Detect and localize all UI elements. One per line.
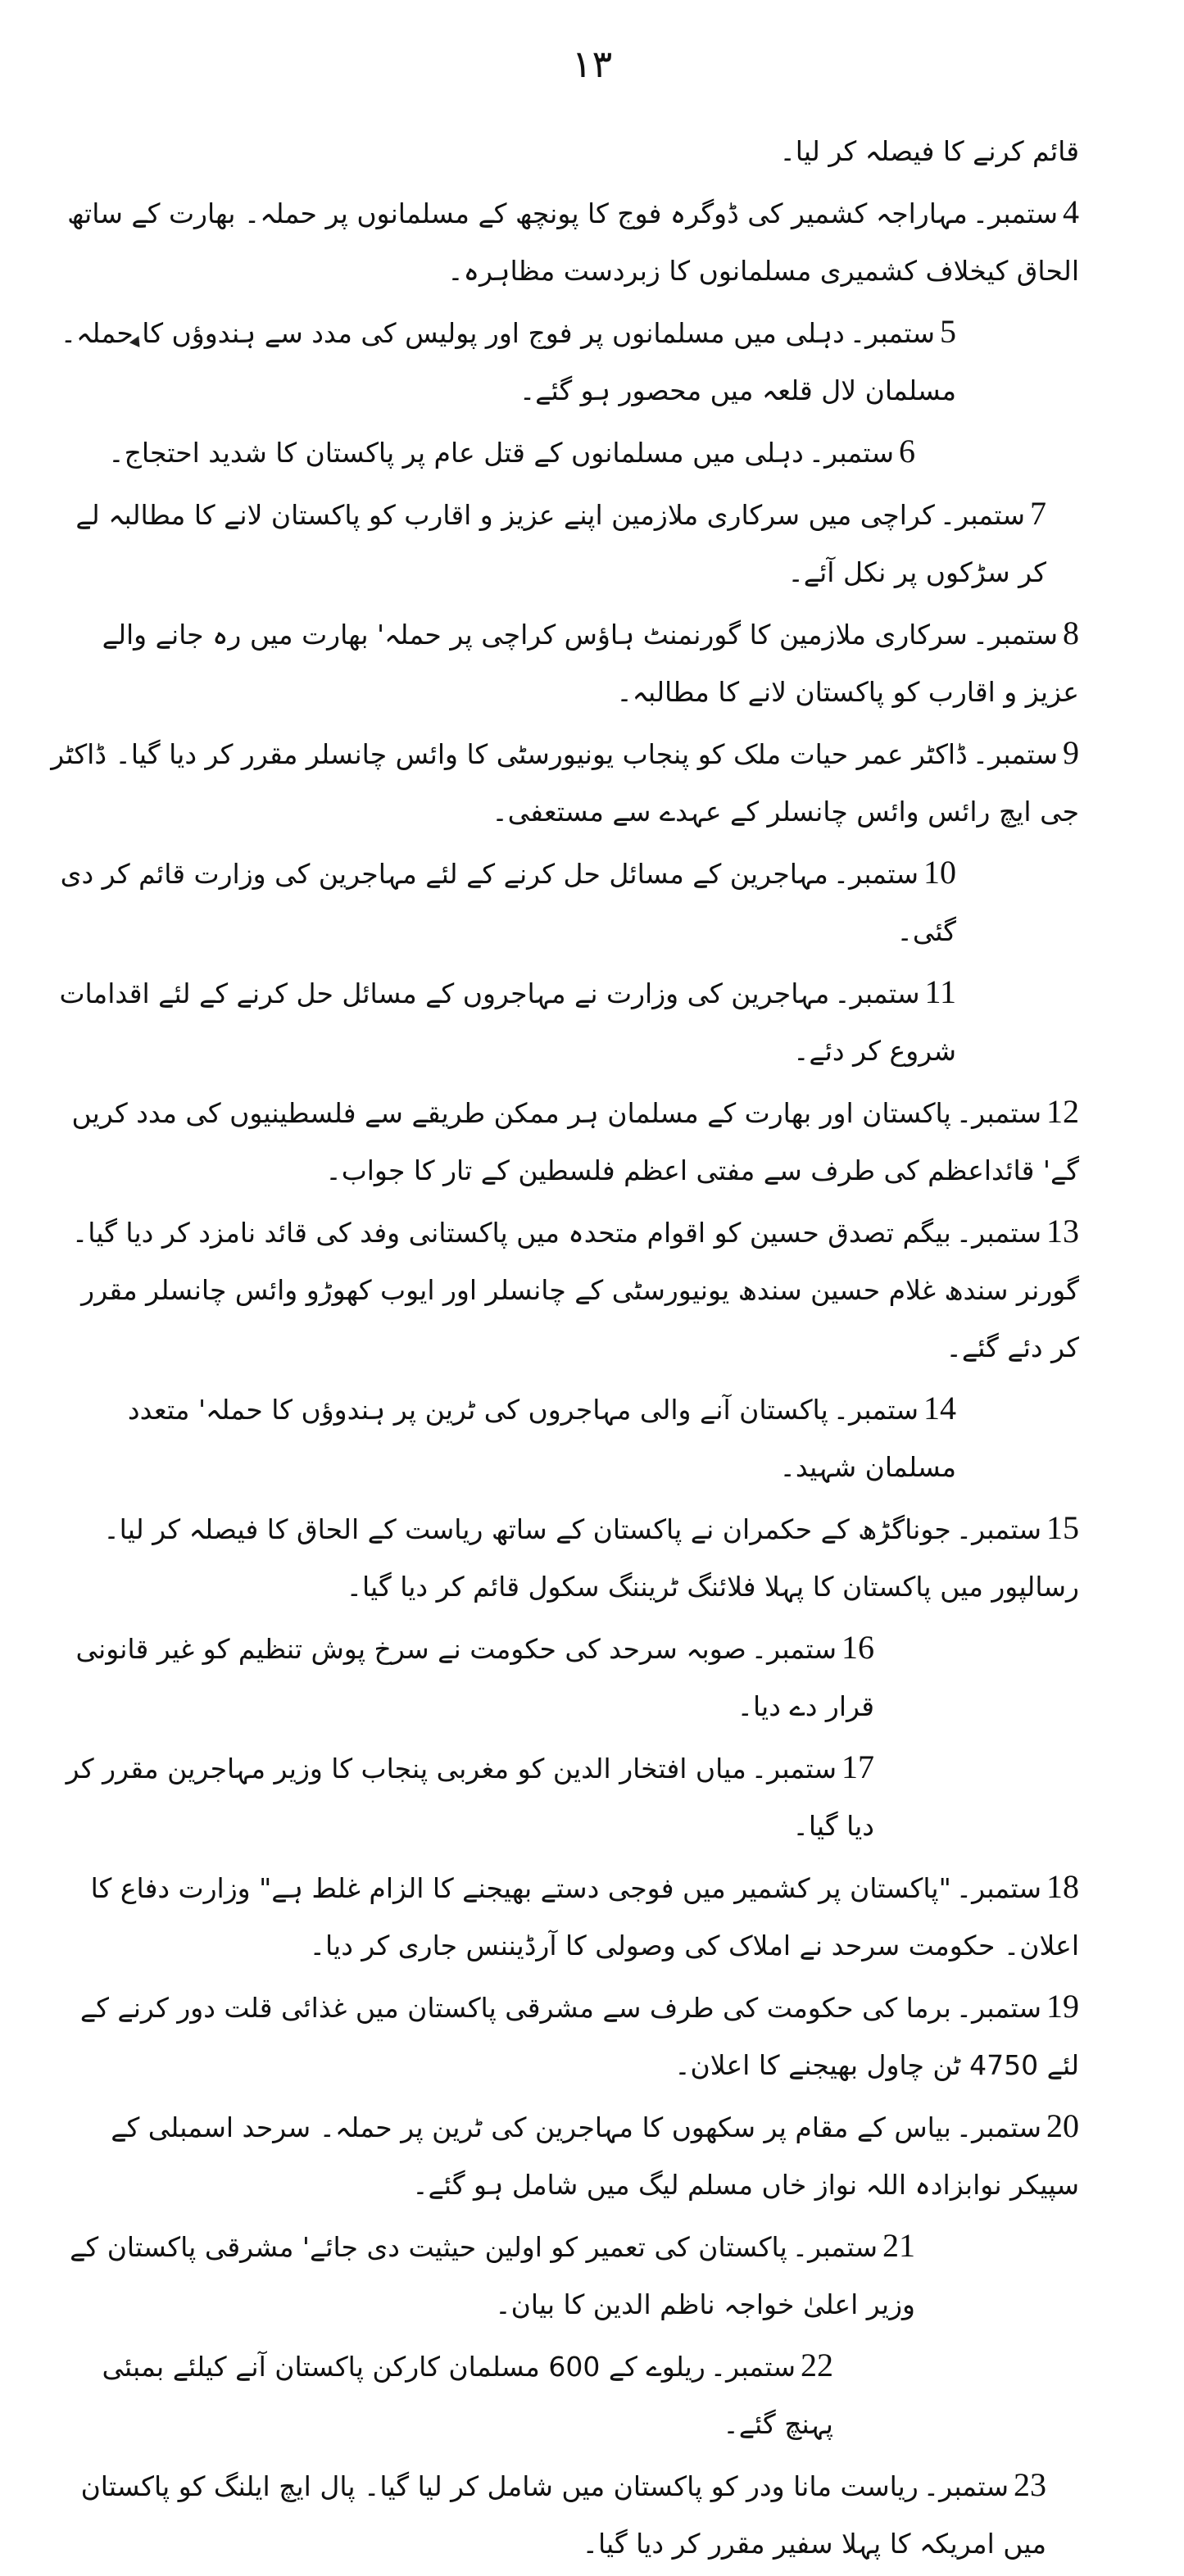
- entry-date: ستمبر۔: [955, 1992, 1041, 2024]
- entry-date: ستمبر۔: [955, 2111, 1041, 2143]
- entry-text: پاکستان اور بھارت کے مسلمان ہر ممکن طریقے سے فلسطینیوں کی مدد کریں گے' قائداعظم کی طرف سے مفتی اعظم فلسطین کے تار کا جواب۔: [71, 1097, 1079, 1186]
- entry-text: دہلی میں مسلمانوں پر فوج اور پولیس کی مدد سے ہندوؤں کا حملہ۔ مسلمان لال قلعہ میں محصور ہو گئے۔: [60, 317, 956, 406]
- entry-text: ڈاکٹر عمر حیات ملک کو پنجاب یونیورسٹی کا وائس چانسلر مقرر کر دیا گیا۔ ڈاکٹر جی ایچ رائس وائس چانسلر کے عہدے سے مستعفی۔: [51, 738, 1079, 828]
- entry-number: 23: [1014, 2466, 1046, 2503]
- page-number: ۱۳: [571, 42, 613, 86]
- entry-text: پاکستان آنے والی مہاجروں کی ٹرین پر ہندوؤں کا حملہ' متعدد مسلمان شہید۔: [127, 1394, 956, 1483]
- chronology-text: [51, 123, 1079, 2576]
- entry-text: میاں افتخار الدین کو مغربی پنجاب کا وزیر مہاجرین مقرر کر دیا گیا۔: [66, 1753, 874, 1842]
- entry-text: بیاس کے مقام پر سکھوں کا مہاجرین کی ٹرین پر حملہ۔ سرحد اسمبلی کے سپیکر نوابزادہ اللہ نواز خاں مسلم لیگ میں شامل ہو گئے۔: [111, 2111, 1079, 2201]
- entry-date: ستمبر۔: [792, 2231, 878, 2263]
- entry-9: [51, 724, 1079, 841]
- entry-text: مہاراجہ کشمیر کی ڈوگرہ فوج کا پونچھ کے مسلمانوں پر حملہ۔ بھارت کے ساتھ الحاق کیخلاف کشمیری مسلمانوں کا زبردست مظاہرہ۔: [67, 197, 1079, 287]
- entry-number: 21: [882, 2227, 915, 2264]
- entry-text: ریاست مانا ودر کو پاکستان میں شامل کر لیا گیا۔ پال ایچ ایلنگ کو پاکستان میں امریکہ کا پہلا سفیر مقرر کر دیا گیا۔: [80, 2470, 1046, 2560]
- entry-text: دہلی میں مسلمانوں کے قتل عام پر پاکستان کا شدید احتجاج۔: [108, 437, 804, 469]
- entry-21: [51, 2217, 1079, 2333]
- entry-8: [51, 605, 1079, 721]
- entry-number: 22: [801, 2347, 833, 2383]
- entry-date: ستمبر۔: [710, 2351, 796, 2383]
- entry-number: 14: [923, 1390, 956, 1426]
- entry-18: [51, 1858, 1079, 1975]
- entry-text: برما کی حکومت کی طرف سے مشرقی پاکستان میں غذائی قلت دور کرنے کے لئے 4750 ٹن چاول بھیجنے کا اعلان۔: [79, 1992, 1079, 2081]
- entry-22: [51, 2337, 1079, 2453]
- entry-text: سرکاری ملازمین کا گورنمنٹ ہاؤس کراچی پر حملہ' بھارت میں رہ جانے والے عزیز و اقارب کو پاکستان لانے کا مطالبہ۔: [102, 619, 1079, 708]
- entry-date: ستمبر۔: [955, 1217, 1041, 1249]
- entry-date: ستمبر۔: [808, 437, 894, 469]
- entry-number: 17: [842, 1748, 874, 1785]
- entry-text: جوناگڑھ کے حکمران نے پاکستان کے ساتھ ریاست کے الحاق کا فیصلہ کر لیا۔ رسالپور میں پاکستان کا پہلا فلائنگ ٹریننگ سکول قائم کر دیا گیا۔: [103, 1513, 1079, 1603]
- entry-13: [51, 1203, 1079, 1376]
- entry-11: [51, 964, 1079, 1080]
- entry-number: 11: [924, 973, 956, 1010]
- entry-12: [51, 1083, 1079, 1200]
- entry-text: بیگم تصدق حسین کو اقوام متحدہ میں پاکستانی وفد کی قائد نامزد کر دیا گیا۔ گورنر سندھ غلام حسین سندھ یونیورسٹی کے چانسلر اور ایوب کھوڑو وائس چانسلر مقرر کر دئے گئے۔: [71, 1217, 1079, 1363]
- entry-19: [51, 1978, 1079, 2094]
- entry-date: ستمبر۔: [939, 499, 1025, 531]
- entry-text: صوبہ سرحد کی حکومت نے سرخ پوش تنظیم کو غیر قانونی قرار دے دیا۔: [75, 1633, 874, 1722]
- entry-text: "پاکستان پر کشمیر میں فوجی دستے بھیجنے کا الزام غلط ہے" وزارت دفاع کا اعلان۔ حکومت سرحد نے املاک کی وصولی کا آرڈیننس جاری کر دیا۔: [90, 1872, 1079, 1961]
- entry-number: 8: [1063, 615, 1079, 651]
- entry-number: 4: [1063, 193, 1079, 230]
- entry-text: مہاجرین کے مسائل حل کرنے کے لئے مہاجرین کی وزارت قائم کر دی گئی۔: [60, 858, 956, 947]
- entry-date: ستمبر۔: [751, 1753, 837, 1785]
- entry-date: ستمبر۔: [972, 197, 1058, 229]
- entry-7: [51, 485, 1079, 601]
- entry-date: ستمبر۔: [972, 738, 1058, 770]
- entry-15: [51, 1499, 1079, 1616]
- entry-number: 18: [1046, 1868, 1079, 1905]
- entry-text: پاکستان کی تعمیر کو اولین حیثیت دی جائے' مشرقی پاکستان کے وزیر اعلیٰ خواجہ ناظم الدین کا بیان۔: [70, 2231, 915, 2320]
- entry-text: ریلوے کے 600 مسلمان کارکن پاکستان آنے کیلئے بمبئی پہنچ گئے۔: [102, 2351, 833, 2440]
- entry-number: 5: [940, 313, 956, 350]
- entry-number: 15: [1046, 1509, 1079, 1546]
- entry-number: 10: [923, 854, 956, 891]
- entry-5: [51, 303, 1079, 420]
- entry-number: 20: [1046, 2107, 1079, 2144]
- entry-number: 19: [1046, 1988, 1079, 2025]
- entry-date: ستمبر۔: [955, 1872, 1041, 1904]
- entry-16: [51, 1619, 1079, 1735]
- entry-text: مہاجرین کی وزارت نے مہاجروں کے مسائل حل کرنے کے لئے اقدامات شروع کر دئے۔: [59, 977, 956, 1067]
- entry-20: [51, 2098, 1079, 2214]
- entry-date: ستمبر۔: [923, 2470, 1009, 2502]
- entry-10: [51, 844, 1079, 960]
- entry-number: 12: [1046, 1093, 1079, 1130]
- entry-4: [51, 184, 1079, 300]
- entry-date: ستمبر۔: [832, 1394, 919, 1426]
- intro-line: قائم کرنے کا فیصلہ کر لیا۔: [779, 135, 1079, 167]
- entry-6: [51, 423, 1079, 482]
- entry-date: ستمبر۔: [832, 858, 919, 890]
- entry-number: 7: [1030, 495, 1046, 532]
- entry-date: ستمبر۔: [972, 619, 1058, 651]
- entry-17: [51, 1739, 1079, 1855]
- entry-date: ستمبر۔: [955, 1097, 1041, 1129]
- entry-text: کراچی میں سرکاری ملازمین اپنے عزیز و اقارب کو پاکستان لانے کا مطالبہ لے کر سڑکوں پر نکل آئے۔: [75, 499, 1046, 588]
- entry-23: [51, 2456, 1079, 2573]
- entry-number: 16: [842, 1629, 874, 1666]
- entry-date: ستمبر۔: [751, 1633, 837, 1665]
- entry-14: [51, 1380, 1079, 1496]
- entry-date: ستمبر۔: [955, 1513, 1041, 1545]
- entry-date: ستمبر۔: [849, 317, 935, 349]
- entry-number: 6: [899, 433, 915, 469]
- entry-number: 9: [1063, 734, 1079, 771]
- entry-number: 13: [1046, 1213, 1079, 1249]
- entry-date: ستمبر۔: [834, 977, 920, 1009]
